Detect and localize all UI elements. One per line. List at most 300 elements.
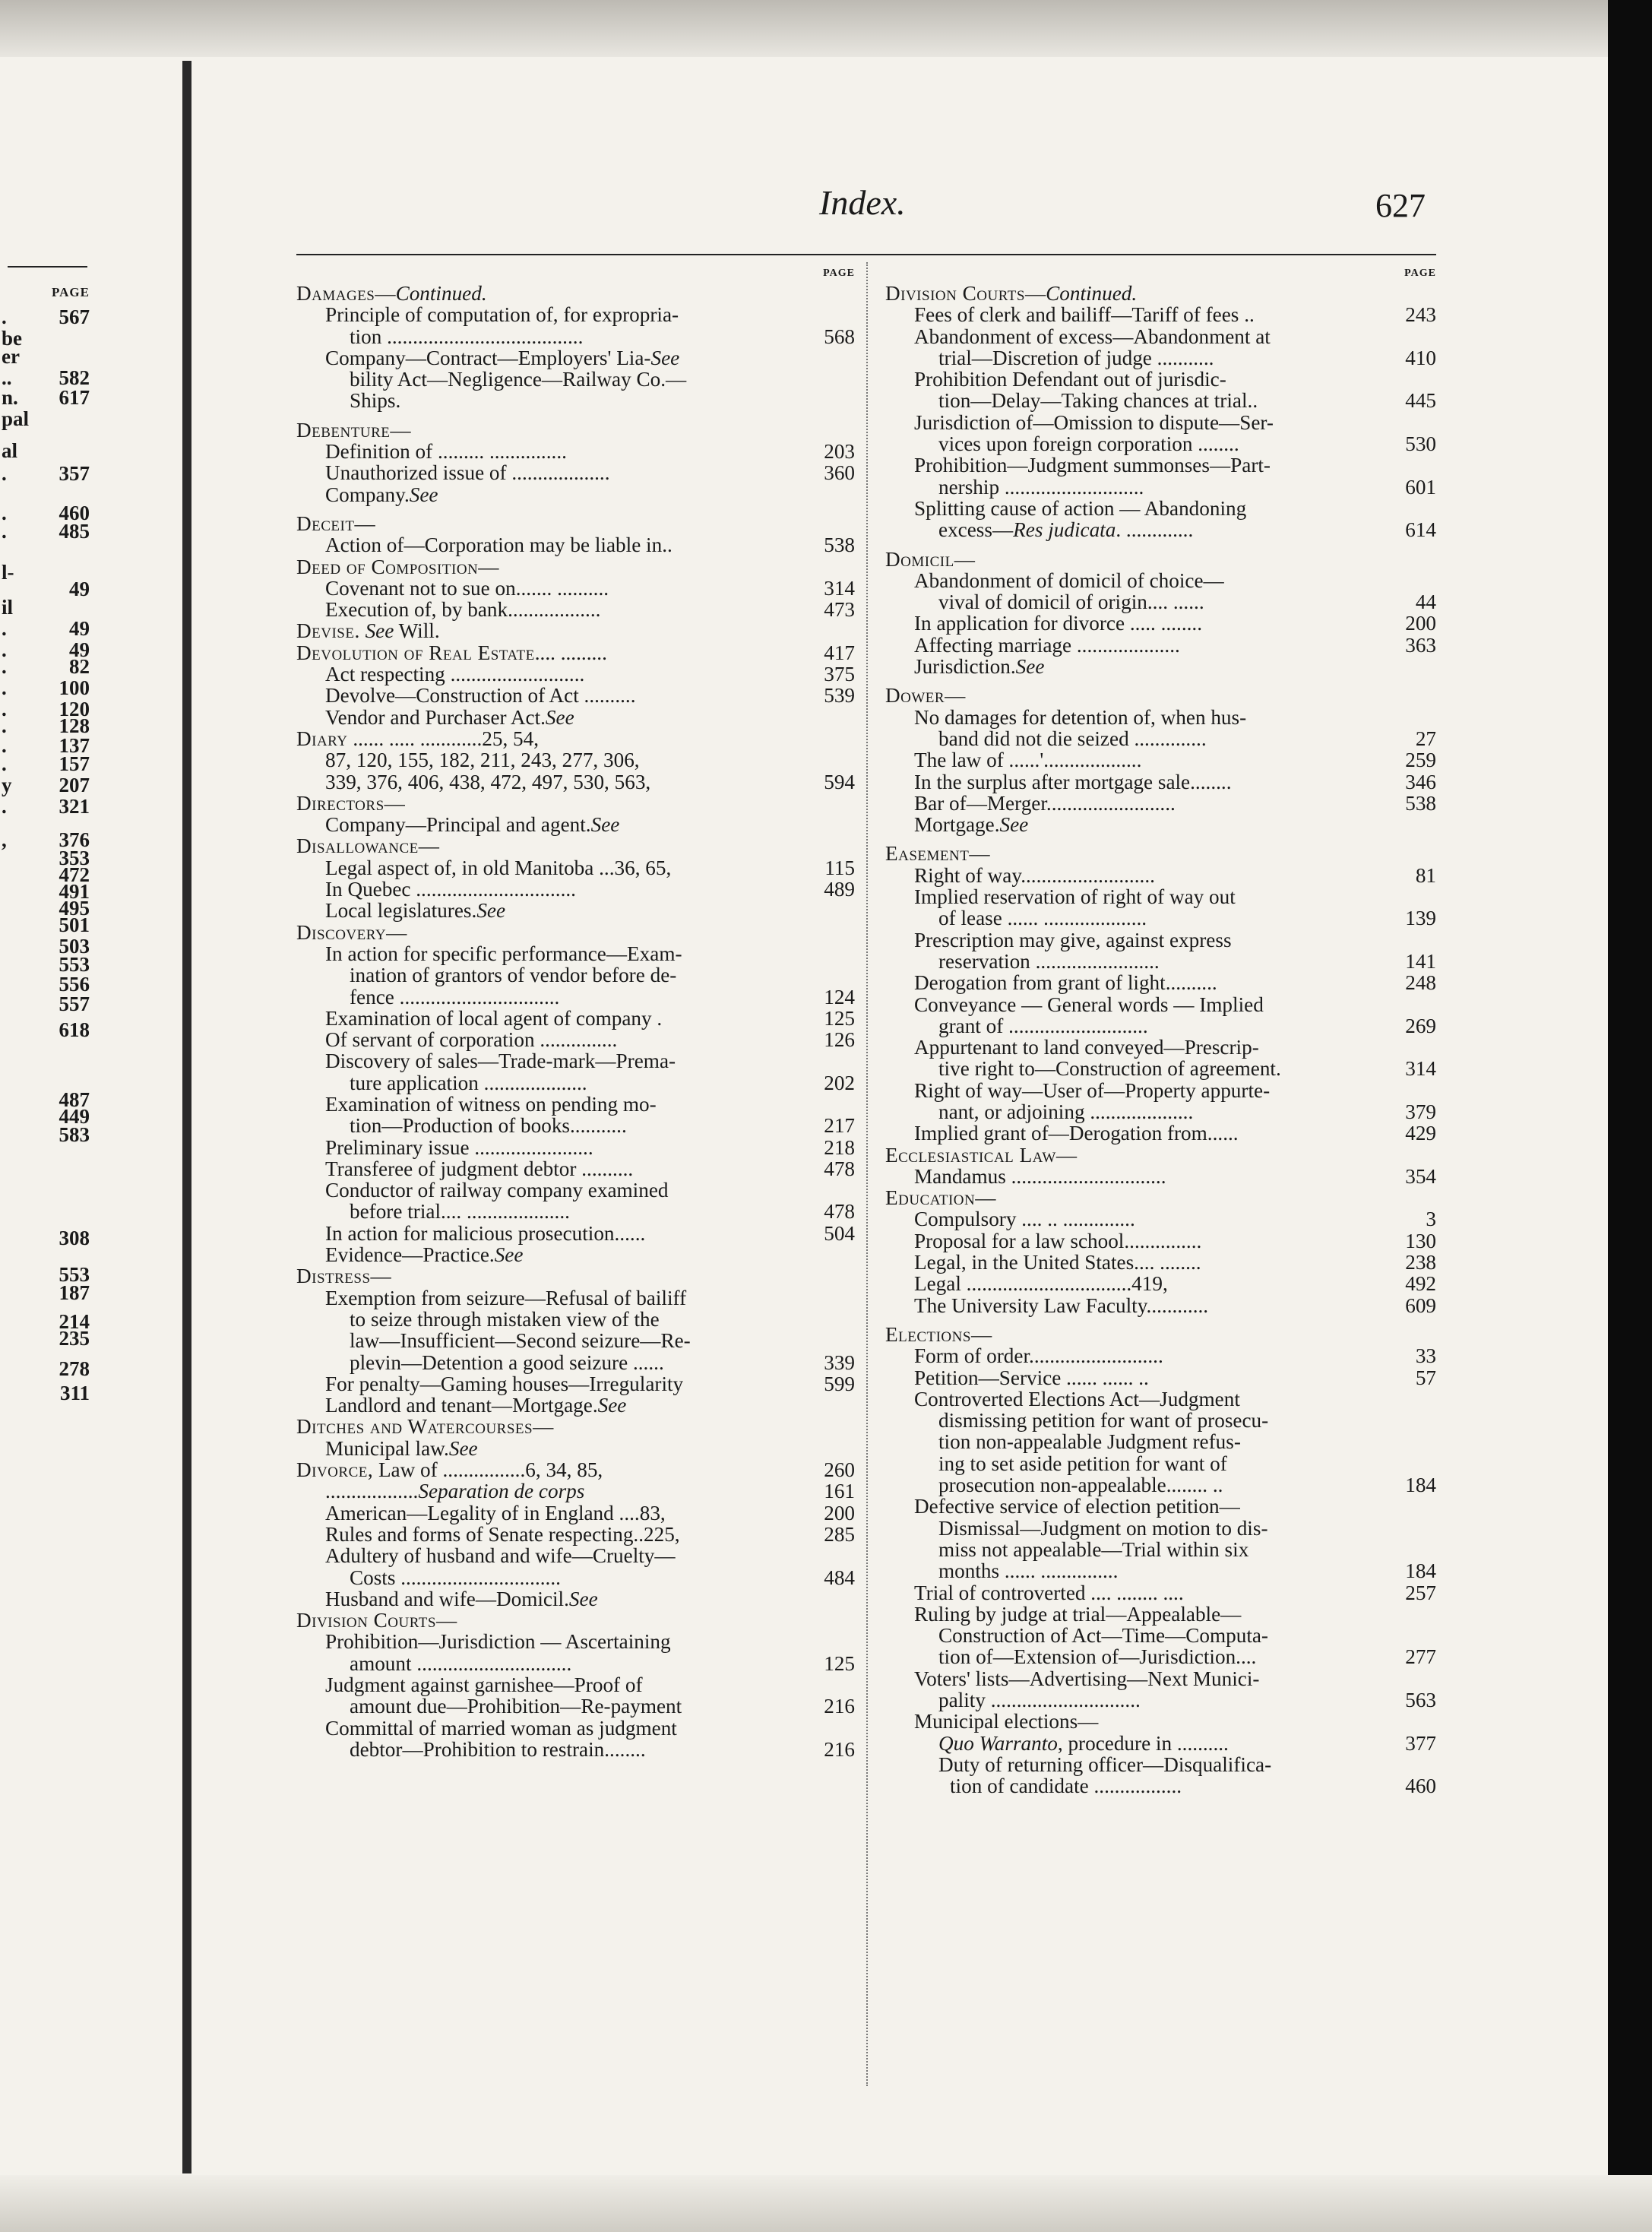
entry-text: Abandonment of domicil of choice— xyxy=(914,568,1224,592)
entry-text: Abandonment of excess—Abandonment at xyxy=(914,325,1271,348)
index-entry xyxy=(885,613,1436,634)
previous-page-fragment-text: . xyxy=(2,655,7,678)
italic-text: See xyxy=(545,705,574,729)
entry-text: Legal aspect of, in old Manitoba ...36, 65, xyxy=(325,856,672,879)
entry-text: Local legislatures. xyxy=(325,899,477,923)
entry-text: No damages for detention of, when hus- xyxy=(914,705,1247,729)
previous-page-number: 49 xyxy=(69,638,90,661)
index-entry xyxy=(885,570,1436,591)
entry-text: tion ...................................... xyxy=(350,325,584,348)
entry-text: Ruling by judge at trial—Appealable— xyxy=(914,1602,1242,1626)
index-entry xyxy=(885,1711,1436,1732)
previous-page-fragment-text: pal xyxy=(2,407,30,430)
previous-page-number: 491 xyxy=(59,880,90,903)
page-ref: 124 xyxy=(824,985,855,1008)
page-ref: 200 xyxy=(824,1501,855,1524)
page-ref: 57 xyxy=(1415,1366,1436,1389)
previous-page-number: 567 xyxy=(59,306,90,328)
index-entry xyxy=(296,1631,855,1652)
previous-page-fragment-text: er xyxy=(2,345,20,368)
index-heading xyxy=(885,549,1436,570)
entry-text: Form of order.......................... xyxy=(914,1344,1163,1368)
entry-text: Definition of ......... ............... xyxy=(325,440,567,464)
page-ref: 269 xyxy=(1405,1014,1436,1037)
page-ref: 354 xyxy=(1405,1164,1436,1188)
index-entry xyxy=(885,907,1436,929)
previous-page-number: 311 xyxy=(59,1382,90,1404)
entry-text: 339, 376, 406, 438, 472, 497, 530, 563, xyxy=(325,770,651,793)
entry-text: grant of ........................... xyxy=(938,1014,1148,1037)
entry-text: — xyxy=(1055,1143,1078,1167)
entry-text: tion of—Extension of—Jurisdiction.... xyxy=(938,1645,1257,1669)
index-entry xyxy=(885,635,1436,656)
index-entry xyxy=(296,578,855,599)
page-ref: 377 xyxy=(1405,1731,1436,1755)
entry-text: Action of—Corporation may be liable in.. xyxy=(325,533,673,557)
page-ref: 601 xyxy=(1405,475,1436,499)
entry-text: Transferee of judgment debtor .......... xyxy=(325,1157,634,1180)
previous-page-fragment-text: . xyxy=(2,734,7,757)
page-ref: 277 xyxy=(1405,1645,1436,1669)
index-heading xyxy=(885,1144,1436,1166)
entry-text: Exemption from seizure—Refusal of bailiff xyxy=(325,1286,687,1309)
entry-text: Principle of computation of, for expropria- xyxy=(325,303,679,327)
page-ref: 473 xyxy=(824,598,855,622)
index-entry xyxy=(296,1244,855,1265)
entry-text: — xyxy=(970,1322,992,1346)
index-entry xyxy=(885,771,1436,793)
entry-text: The law of ......'................... xyxy=(914,749,1142,772)
entry-text: Rules and forms of Senate respecting..225, xyxy=(325,1522,680,1546)
index-entry xyxy=(885,326,1436,347)
previous-page-fragment-text: . xyxy=(2,752,7,775)
index-entry xyxy=(885,1754,1436,1775)
index-entry xyxy=(296,1567,855,1588)
entry-text: — xyxy=(375,282,396,305)
index-entry xyxy=(885,886,1436,907)
index-entry xyxy=(296,663,855,685)
column-head-label: PAGE xyxy=(823,268,855,279)
entry-text: Implied reservation of right of way out xyxy=(914,885,1236,909)
previous-page-number: 553 xyxy=(59,953,90,976)
entry-text: Dismissal—Judgment on motion to dis- xyxy=(938,1516,1268,1540)
entry-text: Voters' lists—Advertising—Next Munici- xyxy=(914,1667,1260,1690)
index-entry xyxy=(296,1695,855,1717)
previous-page-number: 207 xyxy=(59,774,90,796)
entry-text: In action for malicious prosecution...... xyxy=(325,1221,646,1245)
index-entry xyxy=(296,943,855,964)
italic-text: See xyxy=(590,813,620,837)
index-entry xyxy=(885,1015,1436,1037)
previous-page-fragment-text: . xyxy=(2,676,7,699)
previous-page-number: 617 xyxy=(59,386,90,409)
index-entry xyxy=(885,1101,1436,1122)
index-entry xyxy=(296,986,855,1008)
entry-text: Construction of Act—Time—Computa- xyxy=(938,1624,1268,1648)
entry-text: tion of candidate ................. xyxy=(950,1775,1182,1798)
previous-page-number: 556 xyxy=(59,973,90,996)
heading-term: Ecclesiastical Law xyxy=(885,1143,1056,1167)
previous-page-fragment-text: . xyxy=(2,698,7,720)
heading-term: Damages xyxy=(296,282,375,305)
scan-top-edge xyxy=(0,0,1652,57)
entry-text: Prohibition Defendant out of jurisdic- xyxy=(914,368,1226,391)
entry-text: months ...... ............... xyxy=(938,1559,1119,1583)
heading-term: Debenture xyxy=(296,418,391,442)
entry-text: .... ......... xyxy=(534,641,607,664)
page-ref: 478 xyxy=(824,1200,855,1224)
index-heading xyxy=(296,1459,855,1480)
index-entry xyxy=(296,326,855,347)
index-heading xyxy=(296,728,855,749)
entry-text: Municipal law. xyxy=(325,1436,449,1460)
entry-text: amount .............................. xyxy=(350,1651,572,1675)
index-entry xyxy=(296,1545,855,1566)
previous-page-fragment-text: , xyxy=(2,828,7,851)
page-ref: 417 xyxy=(824,641,855,664)
index-entry xyxy=(885,412,1436,433)
index-entry xyxy=(296,1094,855,1115)
entry-text: — xyxy=(1024,282,1046,305)
entry-text: pality ............................. xyxy=(938,1689,1141,1711)
entry-text: law—Insufficient—Second seizure—Re- xyxy=(350,1329,691,1353)
index-entry xyxy=(296,1674,855,1695)
entry-text: Adultery of husband and wife—Cruelty— xyxy=(325,1544,676,1568)
entry-text: ture application .................... xyxy=(350,1071,587,1094)
page-ref: 238 xyxy=(1405,1251,1436,1274)
index-heading xyxy=(296,922,855,943)
entry-text: Fees of clerk and bailiff—Tariff of fees .. xyxy=(914,303,1255,327)
entry-text: Controverted Elections Act—Judgment xyxy=(914,1387,1240,1410)
page-ref: 200 xyxy=(1405,612,1436,635)
header-rule xyxy=(296,254,1436,255)
italic-text: See xyxy=(999,813,1029,837)
index-entry xyxy=(885,1122,1436,1144)
previous-page-number: 582 xyxy=(59,366,90,389)
entry-text: prosecution non-appealable........ .. xyxy=(938,1474,1223,1497)
index-entry xyxy=(885,369,1436,390)
entry-text: band did not die seized .............. xyxy=(938,727,1207,750)
entry-text: of lease ...... .................... xyxy=(938,907,1147,930)
entry-text: Prescription may give, against express xyxy=(914,928,1232,951)
heading-term: Deed of Composition xyxy=(296,555,479,578)
scan-bottom-edge xyxy=(0,2175,1652,2232)
index-entry xyxy=(885,454,1436,476)
entry-text: Right of way—User of—Property appurte- xyxy=(914,1078,1271,1102)
previous-page-fragment-text: . xyxy=(2,306,7,328)
entry-text: dismissing petition for want of prosecu- xyxy=(938,1409,1269,1433)
page-ref: 203 xyxy=(824,440,855,464)
entry-text: Husband and wife—Domicil. xyxy=(325,1587,569,1610)
heading-term: Ditches and Watercourses xyxy=(296,1415,533,1439)
index-entry xyxy=(885,1058,1436,1079)
entry-text: fence ............................... xyxy=(350,985,560,1008)
previous-page-number: 137 xyxy=(59,734,90,757)
page-ref: 139 xyxy=(1405,907,1436,930)
column-head-label: PAGE xyxy=(1404,268,1436,279)
index-entry xyxy=(296,369,855,390)
index-heading xyxy=(296,620,855,641)
index-entry xyxy=(885,1166,1436,1187)
index-entry xyxy=(885,1345,1436,1366)
page-ref: 346 xyxy=(1405,770,1436,793)
entry-text: Legal ................................419, xyxy=(914,1272,1168,1296)
entry-text: Judgment against garnishee—Proof of xyxy=(325,1673,643,1696)
index-column-left xyxy=(296,264,855,1760)
page-ref: 489 xyxy=(824,878,855,901)
page-ref: 363 xyxy=(1405,633,1436,657)
entry-text: ing to set aside petition for want of xyxy=(938,1452,1227,1475)
index-entry xyxy=(885,1453,1436,1474)
italic-text: Continued. xyxy=(395,282,487,305)
entry-text: — xyxy=(954,547,975,571)
index-entry xyxy=(296,1739,855,1760)
index-heading xyxy=(296,556,855,578)
heading-term: Domicil xyxy=(885,547,954,571)
page-ref: 538 xyxy=(1405,791,1436,815)
entry-text: Evidence—Practice. xyxy=(325,1243,495,1267)
entry-text: Of servant of corporation ............... xyxy=(325,1028,618,1052)
entry-text: In the surplus after mortgage sale........ xyxy=(914,770,1232,793)
page-ref: 429 xyxy=(1405,1122,1436,1145)
page-ref: 375 xyxy=(824,663,855,686)
index-entry xyxy=(885,1230,1436,1252)
entry-text: Unauthorized issue of ................... xyxy=(325,461,610,485)
entry-text: Petition—Service ...... ...... .. xyxy=(914,1366,1149,1389)
entry-text: nant, or adjoining .................... xyxy=(938,1100,1194,1123)
entry-text: 87, 120, 155, 182, 211, 243, 277, 306, xyxy=(325,749,640,772)
heading-term: Devolution of Real Estate xyxy=(296,641,535,664)
index-entry xyxy=(296,1480,855,1502)
previous-page-fragment-text: .. xyxy=(2,366,12,389)
index-heading xyxy=(296,1416,855,1437)
index-entry xyxy=(885,1367,1436,1388)
index-entry xyxy=(885,1080,1436,1101)
page-ref: 257 xyxy=(1405,1581,1436,1604)
index-entry xyxy=(296,1653,855,1674)
page-ref: 614 xyxy=(1405,518,1436,542)
previous-page-number: 485 xyxy=(59,520,90,543)
italic-text: Continued. xyxy=(1046,282,1138,305)
entry-text: tion non-appealable Judgment refus- xyxy=(938,1430,1241,1454)
index-heading xyxy=(296,283,855,304)
entry-text: — xyxy=(370,1265,391,1288)
index-entry xyxy=(885,793,1436,814)
entry-text: . ............. xyxy=(1116,518,1194,542)
index-entry xyxy=(885,1582,1436,1604)
entry-text: plevin—Detention a good seizure ...... xyxy=(350,1350,664,1374)
previous-page-fragment-text: . xyxy=(2,520,7,543)
index-entry xyxy=(296,1137,855,1158)
entry-text: tive right to—Construction of agreement. xyxy=(938,1057,1281,1081)
index-entry xyxy=(296,900,855,921)
previous-page-header: PAGE xyxy=(52,285,90,299)
previous-page-fragment-text: . xyxy=(2,462,7,485)
page-ref: 594 xyxy=(824,770,855,793)
entry-text: Vendor and Purchaser Act. xyxy=(325,705,546,729)
index-entry xyxy=(296,1395,855,1416)
index-heading xyxy=(296,1265,855,1287)
page-ref: 248 xyxy=(1405,971,1436,995)
index-entry xyxy=(885,433,1436,454)
entry-text: — xyxy=(975,1186,996,1210)
entry-text: to seize through mistaken view of the xyxy=(350,1307,660,1331)
heading-term: Elections xyxy=(885,1322,971,1346)
index-entry xyxy=(296,857,855,879)
entry-text: Landlord and tenant—Mortgage. xyxy=(325,1394,598,1417)
index-entry xyxy=(885,865,1436,886)
entry-text: Prohibition—Jurisdiction — Ascertaining xyxy=(325,1630,671,1654)
page-number: 627 xyxy=(1375,187,1426,224)
entry-text: Duty of returning officer—Disqualifica- xyxy=(938,1752,1272,1776)
index-entry xyxy=(296,390,855,411)
page-ref: 81 xyxy=(1415,863,1436,887)
index-entry xyxy=(296,1502,855,1524)
index-heading xyxy=(296,793,855,814)
entry-text: Trial of controverted .... ........ .... xyxy=(914,1581,1184,1604)
italic-text: See xyxy=(494,1243,524,1267)
entry-text: Discovery of sales—Trade-mark—Prema- xyxy=(325,1050,676,1073)
page-ref: 504 xyxy=(824,1221,855,1245)
index-entry xyxy=(885,994,1436,1015)
entry-text: Examination of local agent of company . xyxy=(325,1006,663,1030)
index-entry xyxy=(296,1072,855,1094)
previous-page-number: 487 xyxy=(59,1088,90,1111)
entry-text: nership ........................... xyxy=(938,475,1144,499)
heading-term: Diary xyxy=(296,727,348,750)
index-entry xyxy=(885,1410,1436,1431)
entry-text: Proposal for a law school............... xyxy=(914,1229,1202,1252)
index-entry xyxy=(885,1733,1436,1754)
index-entry xyxy=(885,972,1436,993)
index-entry xyxy=(885,814,1436,835)
index-entry xyxy=(296,1438,855,1459)
page-ref: 130 xyxy=(1405,1229,1436,1252)
previous-page-number: 501 xyxy=(59,913,90,936)
index-entry xyxy=(296,685,855,706)
italic-text: See xyxy=(597,1394,627,1417)
entry-text: Affecting marriage .................... xyxy=(914,633,1180,657)
entry-text: excess— xyxy=(938,518,1014,542)
entry-text: Municipal elections— xyxy=(914,1710,1099,1733)
page-ref: 217 xyxy=(824,1114,855,1138)
page-ref: 216 xyxy=(824,1695,855,1718)
index-entry xyxy=(296,1718,855,1739)
page-ref: 492 xyxy=(1405,1272,1436,1296)
page-ref: 202 xyxy=(824,1071,855,1094)
page-ref: 125 xyxy=(824,1006,855,1030)
index-heading xyxy=(885,685,1436,706)
index-entry xyxy=(296,1588,855,1610)
entry-text: American—Legality of in England ....83, xyxy=(325,1501,666,1524)
previous-page-fragment-text: . xyxy=(2,617,7,640)
index-entry xyxy=(885,476,1436,498)
previous-page-fragment-text: il xyxy=(2,596,14,619)
previous-page-number: 495 xyxy=(59,897,90,920)
heading-term: Division Courts xyxy=(885,282,1025,305)
page-ref: 460 xyxy=(1405,1775,1436,1798)
entry-text: Company. xyxy=(325,483,410,506)
index-entry xyxy=(885,1775,1436,1797)
page-ref: 216 xyxy=(824,1737,855,1761)
index-entry xyxy=(296,771,855,793)
index-entry xyxy=(296,599,855,620)
entry-text: amount due—Prohibition—Re-payment xyxy=(350,1695,682,1718)
entry-text: Company—Principal and agent. xyxy=(325,813,591,837)
heading-term: Education xyxy=(885,1186,976,1210)
page-ref: 126 xyxy=(824,1028,855,1052)
entry-text: Bar of—Merger......................... xyxy=(914,791,1176,815)
index-entry xyxy=(296,534,855,556)
page-ref: 141 xyxy=(1405,949,1436,973)
entry-text: Implied grant of—Derogation from...... xyxy=(914,1122,1239,1145)
previous-page-number: 472 xyxy=(59,863,90,886)
page-ref: 259 xyxy=(1405,749,1436,772)
index-entry xyxy=(296,1115,855,1136)
page-ref: 161 xyxy=(824,1480,855,1503)
italic-text: See xyxy=(568,1587,598,1610)
previous-page-number: 503 xyxy=(59,935,90,958)
previous-page-number: 353 xyxy=(59,847,90,869)
index-entry xyxy=(885,1273,1436,1294)
previous-page-fragment-text: be xyxy=(2,327,22,350)
page-ref: 563 xyxy=(1405,1689,1436,1711)
previous-page-number: 49 xyxy=(69,617,90,640)
previous-page-number: 321 xyxy=(59,795,90,818)
index-entry xyxy=(296,1352,855,1373)
index-entry xyxy=(296,1373,855,1395)
entry-text: tion—Delay—Taking chances at trial.. xyxy=(938,389,1258,413)
index-column-right xyxy=(885,264,1436,1797)
index-entry xyxy=(885,1431,1436,1452)
page-ref: 33 xyxy=(1415,1344,1436,1368)
previous-page-number: 553 xyxy=(59,1263,90,1286)
page-ref: 484 xyxy=(824,1566,855,1589)
index-entry xyxy=(885,951,1436,972)
entry-text: The University Law Faculty............ xyxy=(914,1293,1209,1317)
index-entry xyxy=(296,1223,855,1244)
index-entry xyxy=(885,1388,1436,1410)
page-ref: 339 xyxy=(824,1350,855,1374)
heading-term: Discovery xyxy=(296,920,387,944)
entry-text: Company—Contract—Employers' Lia- xyxy=(325,346,651,369)
index-entry xyxy=(885,1252,1436,1273)
index-entry xyxy=(885,1604,1436,1625)
index-entry xyxy=(296,814,855,835)
index-entry xyxy=(885,1474,1436,1496)
page-ref: 260 xyxy=(824,1458,855,1482)
entry-text: Examination of witness on pending mo- xyxy=(325,1092,657,1116)
entry-text: Compulsory .... .. .............. xyxy=(914,1208,1135,1231)
heading-term: Dower xyxy=(885,684,945,708)
entry-text: — xyxy=(386,920,407,944)
previous-page-number: 357 xyxy=(59,462,90,485)
index-entry xyxy=(296,1309,855,1330)
index-entry xyxy=(296,1179,855,1201)
entry-text: — xyxy=(354,511,375,535)
previous-page-number: 128 xyxy=(59,714,90,737)
page-ref: 285 xyxy=(824,1522,855,1546)
entry-text: — xyxy=(478,555,499,578)
page-ref: 44 xyxy=(1415,590,1436,614)
index-entry xyxy=(296,1524,855,1545)
entry-text: — xyxy=(435,1609,457,1632)
page-ref: 530 xyxy=(1405,432,1436,456)
page-ref: 3 xyxy=(1426,1208,1436,1231)
entry-text: before trial.... .................... xyxy=(350,1200,570,1224)
heading-term: Directors xyxy=(296,791,385,815)
entry-text: Mortgage. xyxy=(914,813,1000,837)
